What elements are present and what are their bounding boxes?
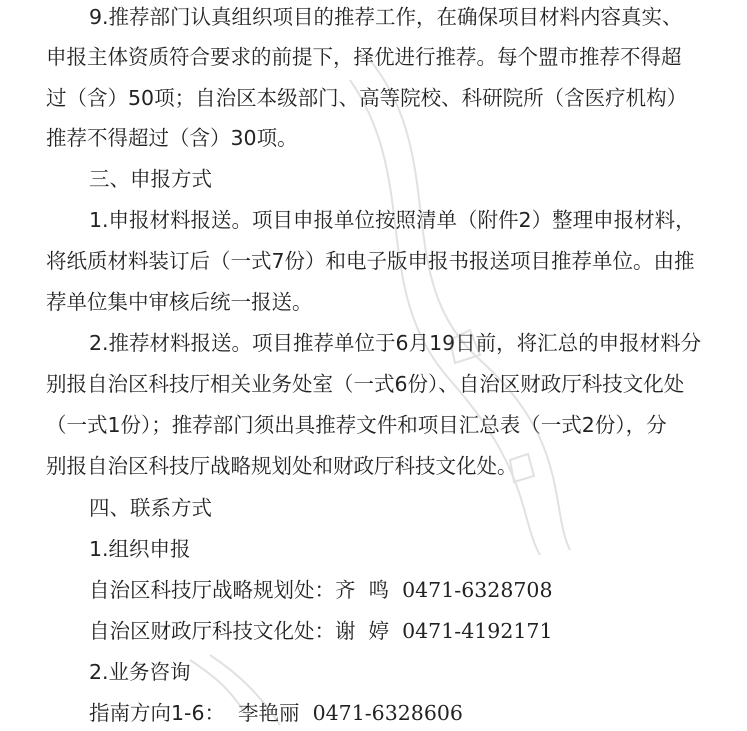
item4-1-heading: 1.组织申报 [89,537,191,561]
item9-line-2: 申报主体资质符合要求的前提下，择优进行推荐。每个盟市推荐不得超 [46,45,682,69]
item3-2-line-2: 别报自治区科技厅相关业务处室（一式6份）、自治区财政厅科技文化处 [46,372,685,396]
contact-row [89,699,463,727]
contact-name: 齐 鸣 [335,578,390,602]
item3-1-line-2: 将纸质材料装订后（一式7份）和电子版申报书报送项目推荐单位。由推 [46,249,695,273]
contact-name: 谢 婷 [335,619,390,643]
contact-dept: 自治区财政厅科技文化处： [89,619,335,643]
contact-name: 李艳丽 [238,701,300,725]
item3-1-line-3: 荐单位集中审核后统一报送。 [46,290,313,314]
contact-row [89,576,553,604]
item3-2-line-3: （一式1份）；推荐部门须出具推荐文件和项目汇总表（一式2份），分 [46,413,667,437]
item3-2-line-1: 2.推荐材料报送。项目推荐单位于6月19日前，将汇总的申报材料分 [89,331,702,355]
contact-phone: 0471-4192171 [402,619,553,643]
contact-row [89,617,553,645]
contact-dept: 指南方向1-6： [89,701,225,725]
contact-phone: 0471-6328606 [312,701,463,725]
contact-phone: 0471-6328708 [402,578,553,602]
section4-heading: 四、联系方式 [89,496,212,520]
item9-line-3: 过（含）50项；自治区本级部门、高等院校、科研院所（含医疗机构） [46,86,688,110]
item9-line-4: 推荐不得超过（含）30项。 [46,126,298,150]
item9-line-1: 9.推荐部门认真组织项目的推荐工作，在确保项目材料内容真实、 [89,5,683,29]
official-seal-watermark [330,40,590,560]
item3-2-line-4: 别报自治区科技厅战略规划处和财政厅科技文化处。 [46,454,518,478]
section3-heading: 三、申报方式 [89,167,212,191]
item4-2-heading: 2.业务咨询 [89,660,191,684]
item3-1-line-1: 1.申报材料报送。项目申报单位按照清单（附件2）整理申报材料， [89,208,696,232]
contact-dept: 自治区科技厅战略规划处： [89,578,335,602]
